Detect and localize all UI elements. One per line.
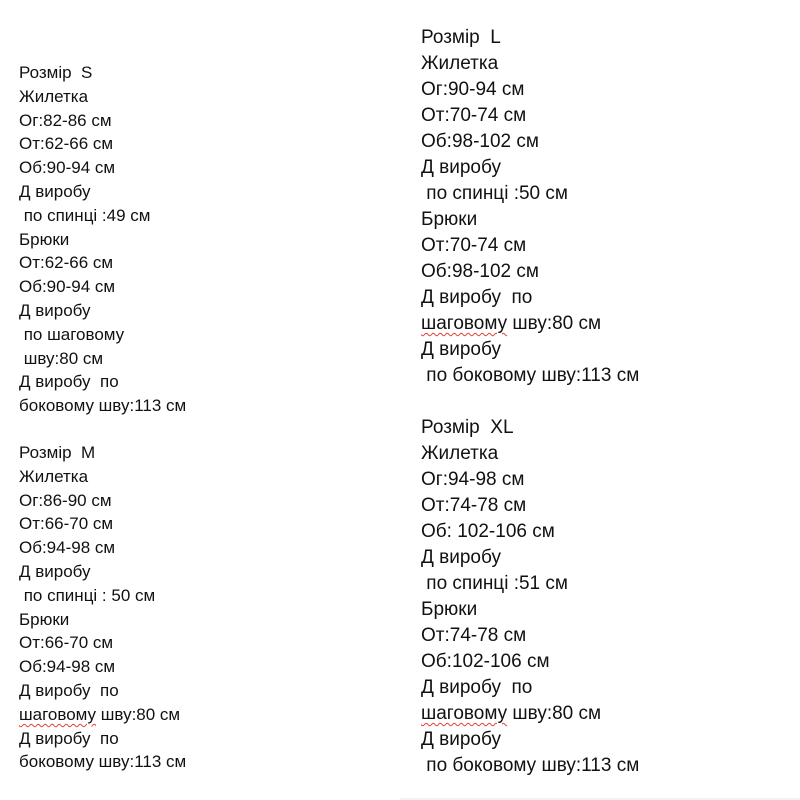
size-l-title: Розмір L [421,27,501,48]
size-l-pants-side-label: Д виробу [421,339,501,360]
size-m-pants-inseam-label: Д виробу по [19,680,119,700]
size-s-title: Розмір S [19,63,93,82]
size-l-vest-label: Жилетка [421,53,499,74]
size-l-pants-inseam-line [421,311,639,337]
size-xl-vest-back-length: по спинці :51 см [421,573,568,594]
size-s-vest-ob: Об:90-94 см [19,158,116,178]
size-xl-pants-inseam-label: Д виробу по [421,677,533,698]
size-l-pants-side-value: по боковому шву:113 см [421,365,640,386]
size-l-pants-ot: От:70-74 см [421,235,527,256]
size-m-pants-side-label: Д виробу по [19,728,119,748]
size-s-vest-og: Ог:82-86 см [19,110,112,130]
size-s-vest-label: Жилетка [19,86,89,106]
size-m-vest-length-label: Д виробу [19,561,91,581]
size-xl-inseam-word: шаговому [421,703,508,724]
size-m-pants-ob: Об:94-98 см [19,657,116,677]
size-m-pants-ot: От:66-70 см [19,633,114,653]
size-l-vest-ot: От:70-74 см [421,105,527,126]
size-s-vest-ot: От:62-66 см [19,134,114,154]
size-xl-vest-label: Жилетка [421,443,499,464]
size-s-vest-length-label: Д виробу [19,181,91,201]
size-s-pants-ot: От:62-66 см [19,253,114,273]
size-s-pants-inseam-value: шву:80 см [19,348,104,368]
size-m-block [19,441,186,774]
size-xl-title: Розмір XL [421,417,514,438]
size-s-pants-label: Брюки [19,229,70,249]
size-m-vest-label: Жилетка [19,466,89,486]
size-xl-vest-ot: От:74-78 см [421,495,527,516]
size-xl-pants-side-label: Д виробу [421,729,501,750]
size-s-pants-side-label: Д виробу по [19,372,119,392]
size-l-vest-back-length: по спинці :50 см [421,183,568,204]
size-l-block [421,25,639,389]
size-xl-pants-ot: От:74-78 см [421,625,527,646]
size-xl-vest-ob: Об: 102-106 см [421,521,555,542]
size-s-pants-inseam-label: по шаговому [19,324,125,344]
size-l-inseam-word: шаговому [421,313,508,334]
size-l-pants-ob: Об:98-102 см [421,261,539,282]
size-l-vest-ob: Об:98-102 см [421,131,539,152]
size-l-pants-label: Брюки [421,209,478,230]
size-m-pants-inseam-line [19,703,186,727]
size-m-inseam-word: шаговому [19,704,97,724]
size-xl-pants-ob: Об:102-106 см [421,651,550,672]
size-s-pants-length-label: Д виробу [19,300,91,320]
size-s-pants-ob: Об:90-94 см [19,277,116,297]
size-xl-pants-label: Брюки [421,599,478,620]
size-l-vest-og: Ог:90-94 см [421,79,525,100]
size-xl-vest-og: Ог:94-98 см [421,469,525,490]
size-m-pants-side-value: боковому шву:113 см [19,752,187,772]
size-s-pants-side-value: боковому шву:113 см [19,396,187,416]
size-m-pants-label: Брюки [19,609,70,629]
size-m-vest-ot: От:66-70 см [19,514,114,534]
size-m-vest-og: Ог:86-90 см [19,490,112,510]
size-m-inseam-value: шву:80 см [96,704,181,724]
size-l-inseam-value: шву:80 см [507,313,602,334]
size-m-title: Розмір M [19,443,96,462]
size-xl-inseam-value: шву:80 см [507,703,602,724]
size-m-vest-ob: Об:94-98 см [19,538,116,558]
size-xl-pants-inseam-line [421,701,639,727]
size-l-pants-inseam-label: Д виробу по [421,287,533,308]
size-xl-vest-length-label: Д виробу [421,547,501,568]
size-xl-block [421,415,639,779]
size-m-vest-back-length: по спинці : 50 см [19,585,156,605]
size-xl-pants-side-value: по боковому шву:113 см [421,755,640,776]
size-l-vest-length-label: Д виробу [421,157,501,178]
size-s-block [19,61,186,418]
size-s-vest-back-length: по спинці :49 см [19,205,151,225]
